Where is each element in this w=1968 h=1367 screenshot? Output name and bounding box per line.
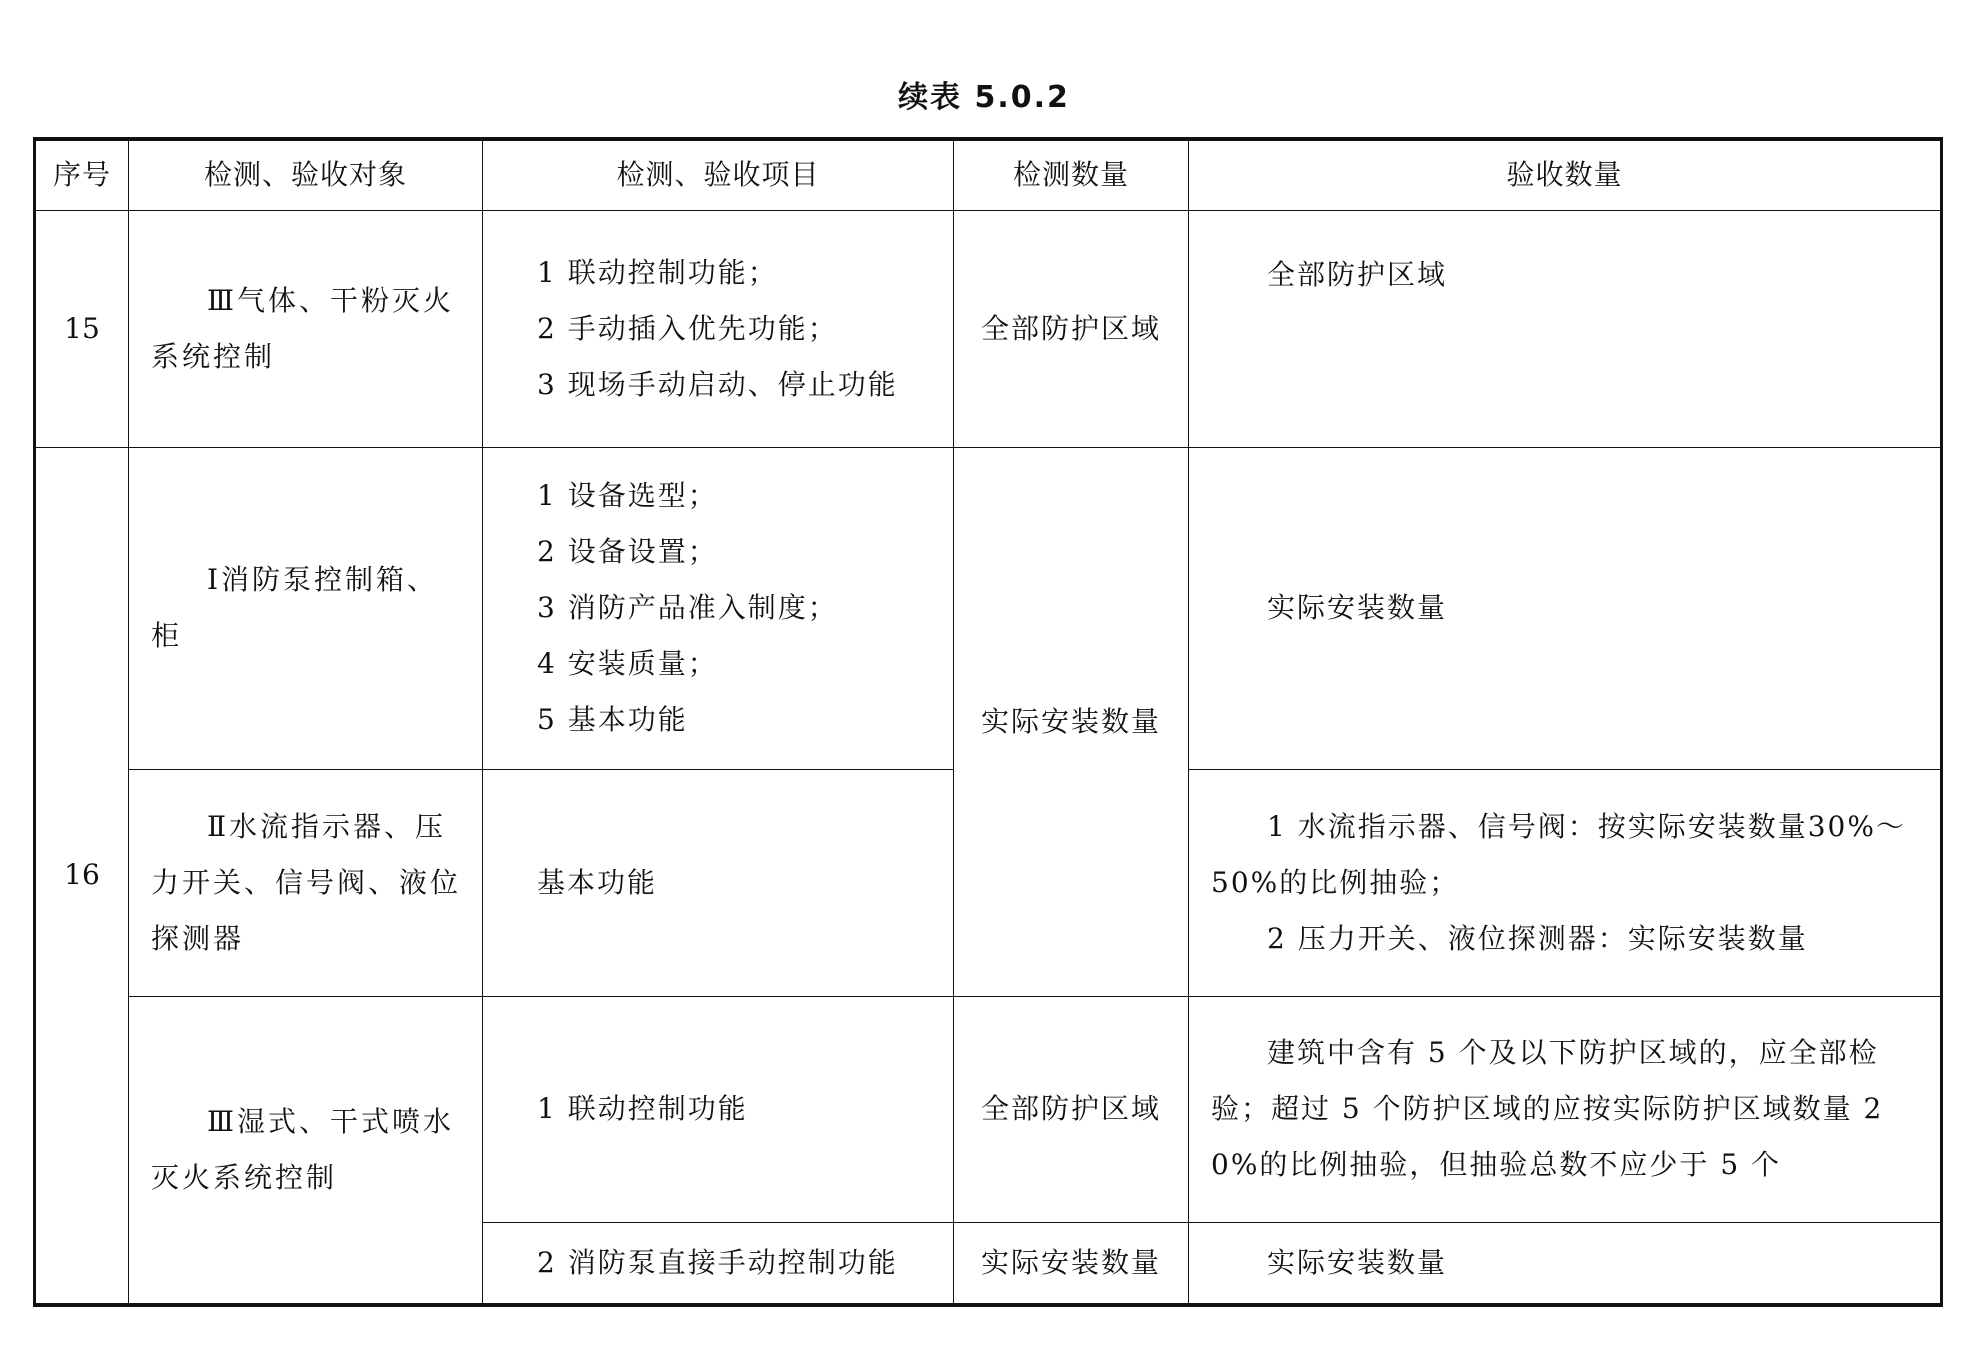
row-16b-accept-qty <box>1189 769 1942 996</box>
table-header-row <box>35 139 1942 210</box>
row-16c-detect-qty: 全部防护区域 <box>954 996 1189 1222</box>
row-15-item-1: 1 联动控制功能； <box>537 255 778 289</box>
header-seq: 序号 <box>35 139 129 210</box>
row-16a-item-1: 1 设备选型； <box>537 479 718 512</box>
row-15-object-text: Ⅲ气体、干粉灭火系统控制 <box>151 283 455 373</box>
row-16a-object <box>129 447 483 769</box>
table-row-16-a <box>35 447 1942 769</box>
row-16-seq: 16 <box>35 447 129 1305</box>
row-16a-item-2: 2 设备设置； <box>537 535 718 568</box>
header-accept-qty: 验收数量 <box>1189 139 1942 210</box>
row-16d-detect-qty: 实际安装数量 <box>954 1222 1189 1305</box>
row-15-items <box>483 210 954 447</box>
row-16d-accept-qty-text: 实际安装数量 <box>1267 1245 1448 1279</box>
row-16a-item-4: 4 安装质量； <box>537 647 718 680</box>
table-row-15 <box>35 210 1942 447</box>
row-16c-accept-qty-text: 建筑中含有 5 个及以下防护区域的，应全部检验；超过 5 个防护区域的应按实际防护区域数量 20%的比例抽验，但抽验总数不应少于 5 个 <box>1211 1036 1884 1181</box>
row-16c-object-text: Ⅲ湿式、干式喷水灭火系统控制 <box>151 1104 455 1194</box>
row-15-accept-qty <box>1189 210 1942 447</box>
row-16b-accept-qty-1: 1 水流指示器、信号阀：按实际安装数量30%～50%的比例抽验； <box>1211 809 1906 899</box>
row-16d-accept-qty <box>1189 1222 1942 1305</box>
row-16a-accept-qty <box>1189 447 1942 769</box>
header-detect-qty: 检测数量 <box>954 139 1189 210</box>
row-16b-object <box>129 769 483 996</box>
row-16c-accept-qty <box>1189 996 1942 1222</box>
row-15-item-3: 3 现场手动启动、停止功能 <box>537 367 898 401</box>
row-16a-accept-qty-text: 实际安装数量 <box>1267 591 1448 624</box>
row-16b-items: 基本功能 <box>483 769 954 996</box>
row-16b-object-text: Ⅱ水流指示器、压力开关、信号阀、液位探测器 <box>151 809 462 955</box>
row-16a-object-text: Ⅰ消防泵控制箱、柜 <box>151 563 439 652</box>
row-15-detect-qty: 全部防护区域 <box>954 210 1189 447</box>
row-16a-items <box>483 447 954 769</box>
header-items: 检测、验收项目 <box>483 139 954 210</box>
row-16c-object <box>129 996 483 1305</box>
row-16b-accept-qty-2: 2 压力开关、液位探测器：实际安装数量 <box>1267 921 1808 955</box>
row-16a-item-5: 5 基本功能 <box>537 703 688 736</box>
header-object: 检测、验收对象 <box>129 139 483 210</box>
inspection-table <box>33 137 1943 1307</box>
row-16d-items: 2 消防泵直接手动控制功能 <box>483 1222 954 1305</box>
row-15-accept-qty-text: 全部防护区域 <box>1267 257 1448 291</box>
row-16a-item-3: 3 消防产品准入制度； <box>537 591 838 624</box>
row-16ab-detect-qty: 实际安装数量 <box>954 447 1189 996</box>
row-16c-items: 1 联动控制功能 <box>483 996 954 1222</box>
row-15-seq: 15 <box>35 210 129 447</box>
row-15-object <box>129 210 483 447</box>
table-caption: 续表 5.0.2 <box>898 80 1070 115</box>
row-15-item-2: 2 手动插入优先功能； <box>537 311 838 345</box>
table-row-16-c <box>35 996 1942 1222</box>
